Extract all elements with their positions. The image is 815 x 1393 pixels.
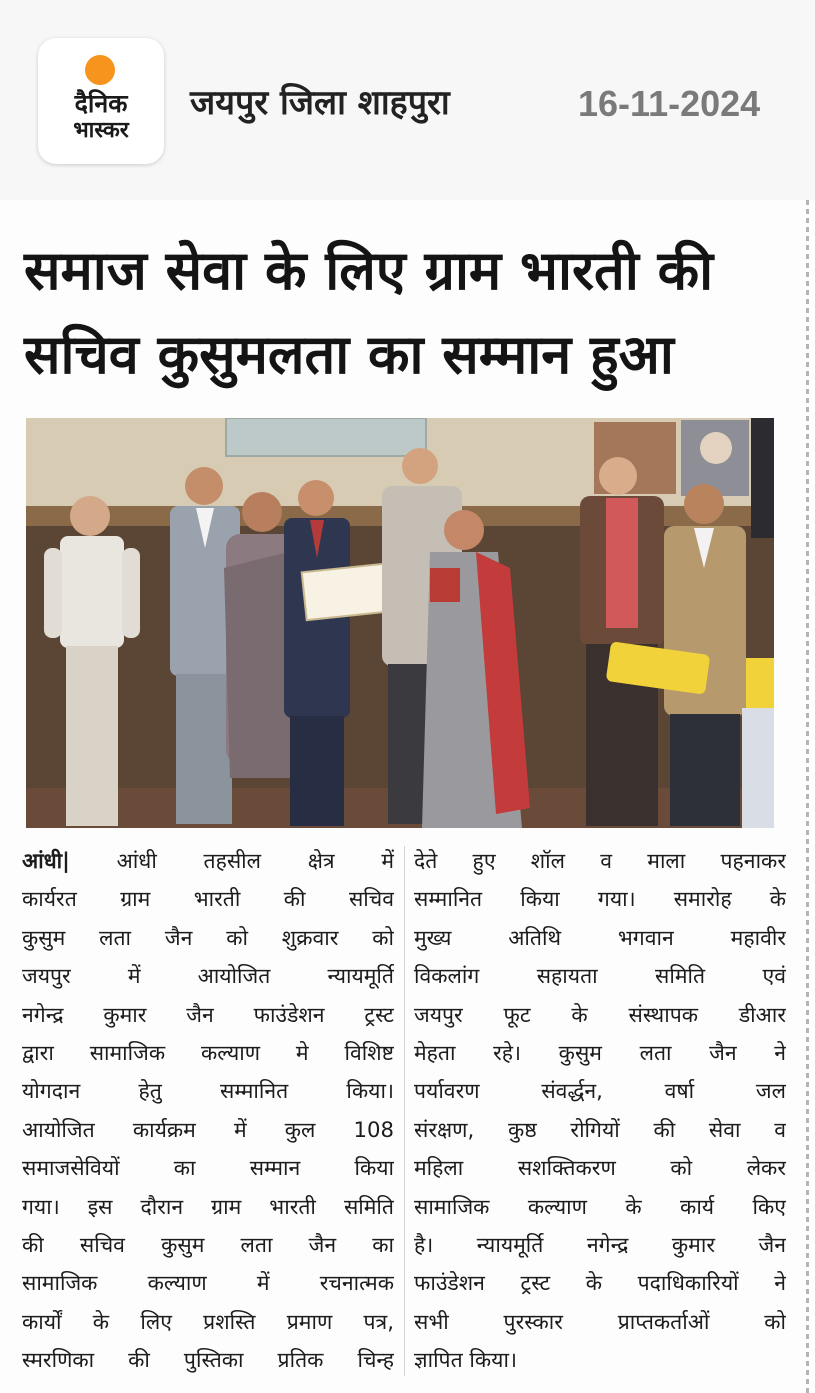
sun-icon: [85, 55, 115, 85]
article-line: है। न्यायमूर्ति नगेन्द्र कुमार जैन: [414, 1231, 786, 1257]
clipping-edge: [806, 200, 809, 1393]
top-bar: [0, 0, 815, 200]
headline-line2: सचिव कुसुमलता का सम्मान हुआ: [24, 323, 674, 386]
article-line: जयपुर में आयोजित न्यायमूर्ति: [22, 963, 394, 989]
article-line: कुसुम लता जैन को शुक्रवार को: [22, 924, 394, 950]
edition-date: 16-11-2024: [578, 83, 761, 124]
article-line: फाउंडेशन ट्रस्ट के पदाधिकारियों ने: [414, 1270, 786, 1296]
article-line: [22, 842, 394, 880]
award-ceremony-photo: [26, 418, 774, 828]
article-column-left: [22, 842, 394, 1379]
article-line: विकलांग सहायता समिति एवं: [414, 963, 786, 989]
article-line: सभी पुरस्कार प्राप्तकर्ताओं को: [414, 1308, 786, 1334]
article-line: गया। इस दौरान ग्राम भारती समिति: [22, 1193, 394, 1219]
article-line: मेहता रहे। कुसुम लता जैन ने: [414, 1039, 786, 1065]
article-line: ज्ञापित किया।: [414, 1347, 517, 1373]
article-line: संरक्षण, कुष्ठ रोगियों की सेवा व: [414, 1116, 786, 1142]
logo-text-line2: भास्कर: [73, 118, 129, 143]
article-line: पर्यावरण संवर्द्धन, वर्षा जल: [414, 1078, 786, 1104]
headline-line1: समाज सेवा के लिए ग्राम भारती की: [24, 239, 714, 302]
article-line: सम्मानित किया गया। समारोह के: [414, 886, 786, 912]
article-line-text: आंधी तहसील क्षेत्र में: [116, 848, 394, 873]
article-line: द्वारा सामाजिक कल्याण मे विशिष्ट: [22, 1039, 394, 1065]
article-line: सामाजिक कल्याण के कार्य किए: [414, 1193, 786, 1219]
article-line: मुख्य अतिथि भगवान महावीर: [414, 924, 786, 950]
article-line: जयपुर फूट के संस्थापक डीआर: [414, 1001, 786, 1027]
article-column-right: [414, 842, 786, 1379]
logo-text-line1: दैनिक: [74, 89, 128, 118]
article-line: कार्यरत ग्राम भारती की सचिव: [22, 886, 394, 912]
column-divider: [404, 846, 405, 1376]
article-line: समाजसेवियों का सम्मान किया: [22, 1155, 394, 1181]
dainik-bhaskar-logo: [38, 38, 164, 164]
article-line: सामाजिक कल्याण में रचनात्मक: [22, 1270, 394, 1296]
edition-title: जयपुर जिला शाहपुरा: [190, 83, 450, 123]
article-line: आयोजित कार्यक्रम में कुल 108: [22, 1116, 394, 1142]
article-line: की सचिव कुसुम लता जैन का: [22, 1231, 394, 1257]
article-line: देते हुए शॉल व माला पहनाकर: [414, 848, 786, 873]
dateline: आंधी|: [22, 848, 70, 873]
article-line: नगेन्द्र कुमार जैन फाउंडेशन ट्रस्ट: [22, 1001, 394, 1027]
article-line: योगदान हेतु सम्मानित किया।: [22, 1078, 394, 1104]
article-line: महिला सशक्तिकरण को लेकर: [414, 1155, 786, 1181]
article-line: कार्यों के लिए प्रशस्ति प्रमाण पत्र,: [22, 1308, 394, 1334]
article-line: स्मरणिका की पुस्तिका प्रतिक चिन्ह: [22, 1347, 394, 1373]
